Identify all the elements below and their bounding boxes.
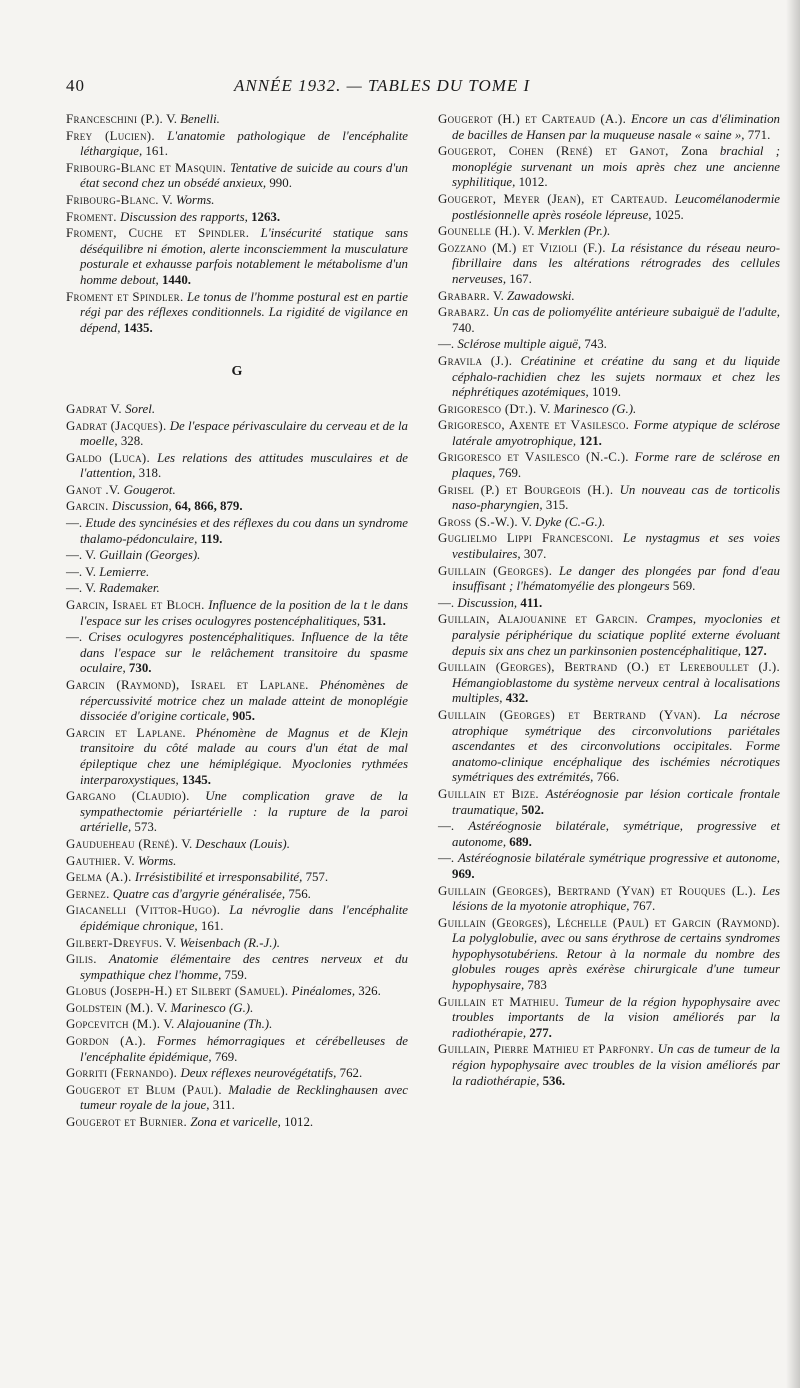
index-entry — [66, 1034, 408, 1065]
index-entry — [438, 418, 780, 449]
entry-page-ref: 990. — [266, 176, 292, 191]
index-entry — [438, 660, 780, 707]
index-entry — [66, 565, 408, 581]
index-entry — [438, 144, 780, 191]
entry-connector — [668, 192, 675, 206]
index-entry — [438, 1042, 780, 1089]
entry-author: Gaudueheau (René). — [66, 836, 179, 851]
entry-title: Un cas de tumeur de la région hypophysaire avec troubles de la vision améliorés par la radiothérapie, — [452, 1042, 780, 1088]
index-entry — [66, 903, 408, 934]
index-entry — [66, 419, 408, 450]
entry-page-ref: 730. — [125, 661, 152, 676]
entry-page-ref: 432. — [502, 691, 529, 706]
entry-author: Gilbert-Dreyfus. — [66, 935, 163, 950]
index-entry — [438, 354, 780, 401]
entry-author: Gilis. — [66, 952, 97, 967]
entry-title: Discussion, — [457, 595, 518, 610]
entry-author: Gernez. — [66, 886, 110, 901]
entry-connector — [155, 129, 167, 143]
entry-connector: V. — [158, 192, 176, 207]
entry-title: Maladie de Recklinghausen avec tumeur royale de la joue, — [80, 1082, 408, 1113]
entry-title: Un cas de poliomyélite antérieure subaiguë de l'adulte, — [492, 305, 780, 320]
entry-title: Rademaker. — [99, 581, 160, 596]
index-entry — [66, 678, 408, 725]
entry-author: Guillain (Georges), Bertrand (O.) et Lereboullet (J.). — [438, 660, 780, 675]
index-entry — [66, 598, 408, 629]
index-entry — [66, 1001, 408, 1017]
entry-title: Une complication grave de la sympathectomie périartérielle : la rupture de la paroi artérielle, — [80, 789, 408, 835]
entry-page-ref: 161. — [142, 144, 168, 159]
index-entry — [66, 1066, 408, 1082]
index-entry — [66, 112, 408, 128]
entry-author: Garcin (Raymond), Israel et Laplane. — [66, 678, 309, 692]
entry-page-ref: 759. — [221, 967, 248, 982]
entry-page-ref: 1019. — [588, 385, 621, 400]
entry-author: Gross (S.-W.). — [438, 514, 518, 529]
entry-author: Gounelle (H.). — [438, 224, 521, 239]
index-entry — [438, 224, 780, 240]
entry-page-ref: 905. — [229, 709, 255, 724]
entry-title: L'insécurité statique sans déséquilibre ni émotion, alerte inconsciemment la musculature posturale et exhausse parfois notablement le métabolisme d'un homme debout, — [80, 226, 408, 287]
entry-page-ref: 743. — [581, 337, 607, 352]
entry-author: Fribourg-Blanc et Masquin. — [66, 160, 227, 175]
entry-connector — [539, 787, 546, 801]
entry-author: Gadrat V. — [66, 401, 122, 416]
index-entry — [66, 499, 408, 515]
entry-author: Gauthier. — [66, 853, 121, 868]
index-entry — [66, 129, 408, 160]
entry-author: Guillain, Alajouanine et Garcin. — [438, 612, 639, 627]
index-entry — [66, 161, 408, 192]
entry-title: La nécrose atrophique symétrique des circonvolutions pariétales ascendantes et des circonvolutions occipitales. Forme anatomo-clinique encéphalique des ischémies nécrotiques symétriques des extrémités, — [452, 707, 780, 785]
entry-page-ref: 411. — [517, 595, 543, 610]
entry-title: L'anatomie pathologique de l'encéphalite léthargique, — [80, 128, 408, 159]
entry-title: Zona et varicelle, — [190, 1115, 281, 1130]
entry-page-ref: 328. — [117, 434, 144, 449]
entry-connector: —. — [438, 595, 458, 610]
entry-author: Giacanelli (Vittor-Hugo). — [66, 903, 221, 918]
index-entry — [66, 516, 408, 547]
index-entry — [438, 450, 780, 481]
entry-title: Hémangioblastome du système nerveux central à localisations multiples, — [452, 675, 780, 706]
entry-author: Globus (Joseph-H.) et Silbert (Samuel). — [66, 984, 289, 999]
entry-author: Goldstein (M.). — [66, 1000, 154, 1015]
entry-title: Astéréognosie bilatérale, symétrique, progressive et autonome, — [452, 819, 780, 849]
entry-connector: —. V. — [66, 548, 100, 563]
entry-author: Froment, Cuche et Spindler. — [66, 226, 250, 241]
index-entry — [66, 837, 408, 853]
entry-title: Discussion, — [111, 499, 172, 514]
entry-title: De l'espace périvasculaire du cerveau et de la moelle, — [80, 418, 408, 449]
entry-connector: V. — [160, 1017, 178, 1032]
index-entry — [66, 548, 408, 564]
entry-page-ref: 326. — [355, 984, 381, 999]
entry-author: Grabarr. — [438, 288, 490, 303]
entry-author: Gougerot et Blum (Paul). — [66, 1082, 222, 1097]
index-entry — [66, 193, 408, 209]
entry-author: Garcin, Israel et Bloch. — [66, 598, 205, 613]
entry-title: Sclérose multiple aiguë, — [457, 337, 582, 352]
entry-page-ref: 531. — [360, 613, 386, 628]
entry-page-ref: 769. — [211, 1049, 238, 1064]
entry-page-ref: 573. — [131, 820, 157, 835]
index-entry — [66, 290, 408, 337]
index-entry — [438, 531, 780, 562]
index-entry — [66, 887, 408, 903]
entry-page-ref: 767. — [629, 899, 656, 914]
entry-title: Pinéalomes, — [291, 984, 356, 999]
entry-page-ref: 766. — [593, 770, 620, 785]
entry-page-ref: 127. — [740, 643, 767, 658]
entry-title: Astéréognosie par lésion corticale frontale traumatique, — [452, 786, 781, 817]
entry-author: Guillain (Georges). — [438, 563, 553, 578]
entry-page-ref: 569. — [669, 579, 696, 594]
entry-title: Phénomènes de répercussivité motrice chez un malade atteint de monoplégie dissociée d'origine corticale, — [80, 678, 408, 724]
entry-author: Gougerot, Meyer (Jean), et Carteaud. — [438, 191, 668, 206]
entry-page-ref: 318. — [135, 466, 162, 481]
entry-connector — [552, 564, 559, 578]
index-entry — [66, 726, 408, 788]
entry-connector: V. — [178, 836, 196, 851]
entry-title: Forme atypique de sclérose latérale amyotrophique, — [452, 418, 780, 448]
entry-connector: Zona — [681, 144, 720, 159]
entry-author: Gargano (Claudio). — [66, 789, 190, 804]
entry-page-ref: 783 — [524, 978, 547, 993]
entry-title: Marinesco (G.). — [170, 1000, 254, 1015]
page-number: 40 — [66, 76, 85, 95]
entry-title: Le tonus de l'homme postural est en partie régi par des réflexes conditionnels. La rigidité de vigilance en dépend, — [80, 289, 408, 335]
entry-page-ref: 502. — [518, 802, 545, 817]
entry-page-ref: 1025. — [651, 207, 684, 222]
entry-author: Gozzano (M.) et Vizioli (F.). — [438, 240, 606, 255]
entry-title: Les lésions de la myotonie atrophique, — [452, 883, 780, 914]
entry-title: Zawadowski. — [507, 288, 575, 303]
entry-connector: V. — [520, 224, 538, 239]
entry-title: Lemierre. — [99, 564, 150, 579]
entry-page-ref: 1263. — [247, 209, 281, 224]
entry-connector — [309, 678, 320, 692]
entry-title: Tentative de suicide au cours d'un état second chez un obsédé anxieux, — [80, 160, 408, 191]
index-entry — [438, 564, 780, 595]
entry-title: Benelli. — [180, 112, 220, 126]
index-entry — [438, 305, 780, 336]
entry-page-ref: 167. — [506, 271, 532, 286]
entry-author: Guillain (Georges), Bertrand (Yvan) et Rouques (L.). — [438, 883, 757, 898]
entry-connector: —. — [66, 516, 86, 531]
entry-connector: V. — [536, 401, 554, 416]
index-entry — [438, 884, 780, 915]
entry-author: Ganot .V. — [66, 482, 121, 497]
entry-title: Weisenbach (R.-J.). — [179, 935, 280, 950]
entry-connector: V. — [163, 112, 181, 126]
running-title: ANNÉE 1932. — TABLES DU TOME I — [234, 76, 531, 95]
index-entry — [438, 916, 780, 994]
entry-author: Grabarz. — [438, 305, 490, 320]
entry-connector: —. V. — [66, 564, 100, 579]
index-entry — [66, 870, 408, 886]
entry-author: Froment. — [66, 209, 117, 224]
entry-connector: V. — [162, 935, 180, 950]
entry-title: Deschaux (Louis). — [195, 836, 290, 851]
entry-connector: V. — [517, 514, 536, 529]
entry-author: Grisel (P.) et Bourgeois (H.). — [438, 482, 614, 497]
entry-page-ref: 307. — [520, 547, 547, 562]
index-entry — [438, 851, 780, 882]
index-entry — [66, 1115, 408, 1131]
entry-page-ref: 762. — [336, 1066, 363, 1081]
entry-page-ref: 771. — [744, 127, 771, 142]
entry-connector — [512, 354, 520, 368]
entry-title: brachial ; monoplégie survenant un mois après chez une ancienne syphilitique, — [452, 144, 780, 190]
entry-page-ref: 757. — [302, 870, 329, 885]
entry-title: Crises oculogyres postencéphalitiques. Influence de la tête dans l'espace sur le relâchement transitoire du spasme oculaire, — [80, 630, 408, 676]
index-entry — [66, 984, 408, 1000]
entry-page-ref: 536. — [539, 1073, 566, 1088]
entry-author: Gravila (J.). — [438, 353, 513, 368]
index-entry — [66, 854, 408, 870]
entry-author: Grigoresco, Axente et Vasilesco. — [438, 418, 630, 433]
entry-page-ref: 121. — [576, 433, 602, 448]
entry-connector — [614, 531, 624, 545]
entry-author: Gelma (A.). — [66, 870, 132, 885]
entry-title: Anatomie élémentaire des centres nerveux et du sympathique chez l'homme, — [80, 952, 408, 982]
entry-author: Guglielmo Lippi Francesconi. — [438, 531, 614, 546]
left-column — [66, 112, 408, 1132]
index-entry — [438, 612, 780, 659]
entry-title: Worms. — [175, 192, 215, 207]
entry-page-ref: 1345. — [178, 772, 211, 787]
index-entry — [66, 581, 408, 597]
entry-title: Encore un cas d'élimination de bacilles de Hansen par la muqueuse nasale « saine », — [452, 112, 780, 142]
entry-title: La résistance du réseau neuro-fibrillaire dans les altérations rétrogrades des cellules nerveuses, — [452, 240, 781, 286]
entry-connector — [186, 726, 196, 740]
index-entry — [66, 483, 408, 499]
entry-page-ref: 1012. — [280, 1115, 314, 1130]
page-edge-shadow — [786, 0, 800, 1388]
entry-page-ref: 769. — [495, 466, 522, 481]
entry-author: Guillain et Mathieu. — [438, 994, 560, 1009]
entry-title: Phénomène de Magnus et de Klejn transitoire du côté malade au cours d'un état de mal épileptique chez une hémiplégique. Myoclonies rythmées interparoxystiques, — [80, 725, 408, 787]
entry-author: Galdo (Luca). — [66, 450, 151, 465]
entry-title: Merklen (Pr.). — [537, 224, 611, 239]
entry-connector — [220, 903, 229, 917]
entry-title: Tumeur de la région hypophysaire avec troubles importants de la vision améliorés par la radiothérapie, — [452, 994, 780, 1040]
index-entry — [66, 210, 408, 226]
index-entry — [438, 241, 780, 288]
entry-author: Grigoresco (Dt.). — [438, 401, 537, 416]
entry-title: Influence de la position de la t le dans l'espace sur les crises oculogyres postencéphalitiques, — [80, 598, 409, 628]
entry-title: Leucomélanodermie postlésionnelle après roséole lépreuse, — [452, 191, 780, 222]
entry-connector: V. — [489, 288, 508, 303]
section-heading: G — [231, 364, 243, 380]
entry-title: Un nouveau cas de torticolis naso-pharyngien, — [452, 482, 780, 513]
index-entry — [66, 226, 408, 288]
index-entry — [438, 289, 780, 305]
index-entry — [438, 995, 780, 1042]
index-entry — [66, 1083, 408, 1114]
entry-title: Le danger des plongées par fond d'eau insuffisant ; l'hématomyélie des plongeurs — [452, 563, 780, 594]
entry-title: Créatinine et créatine du sang et du liquide céphalo-rachidien chez les sujets normaux et chez les néphrétiques azotémiques, — [452, 353, 780, 400]
entry-page-ref: 969. — [452, 866, 475, 881]
index-entry — [438, 112, 780, 143]
index-entry — [438, 787, 780, 818]
entry-connector — [97, 952, 109, 966]
entry-title: Crampes, myoclonies et paralysie périphérique du sciatique poplité externe évoluant depuis six ans chez un parkinsonien postencéphalitique, — [452, 612, 780, 658]
entry-author: Gadrat (Jacques). — [66, 418, 167, 433]
entry-page-ref: 119. — [197, 531, 223, 546]
entry-connector: V. — [120, 853, 138, 868]
entry-author: Guillain (Georges) et Bertrand (Yvan). — [438, 707, 701, 722]
entry-page-ref: 311. — [209, 1098, 235, 1113]
entry-author: Franceschini (P.). — [66, 112, 164, 126]
entry-title: Irrésistibilité et irresponsabilité, — [134, 870, 303, 885]
entry-connector — [249, 226, 260, 240]
entry-page-ref: 1012. — [515, 175, 548, 190]
entry-connector: —. V. — [66, 581, 100, 596]
index-entry — [438, 192, 780, 223]
entry-author: Guillain, Pierre Mathieu et Parfonry. — [438, 1042, 654, 1057]
entry-title: Worms. — [137, 853, 177, 868]
entry-author: Fribourg-Blanc. — [66, 192, 159, 207]
entry-title: Astéréognosie bilatérale symétrique progressive et autonome, — [458, 851, 780, 866]
entry-author: Grigoresco et Vasilesco (N.-C.). — [438, 450, 629, 465]
entry-author: Gougerot et Burnier. — [66, 1115, 188, 1130]
index-entry — [438, 337, 780, 353]
entry-title: Deux réflexes neurovégétatifs, — [180, 1066, 337, 1081]
entry-author: Gordon (A.). — [66, 1034, 146, 1049]
entry-connector: —. — [438, 337, 458, 352]
entry-page-ref: 740. — [452, 320, 475, 335]
entry-author: Garcin. — [66, 499, 109, 514]
entry-title: Guillain (Georges). — [99, 548, 201, 563]
entry-author: Garcin et Laplane. — [66, 725, 186, 740]
index-entry — [66, 402, 408, 418]
entry-title: La névroglie dans l'encéphalite épidémique chronique, — [80, 903, 408, 933]
entry-title: La polyglobulie, avec ou sans érythrose de certains syndromes hypophysotubériens. Retour à la normale du nombre des globules rouges après exérèse chirurgicale d'une tumeur hypophysaire, — [452, 931, 780, 993]
index-entry — [438, 483, 780, 514]
entry-connector: V. — [153, 1000, 171, 1015]
entry-title: Les relations des attitudes musculaires et de l'attention, — [80, 450, 408, 481]
entry-page-ref: 1435. — [120, 320, 153, 335]
index-entry — [438, 402, 780, 418]
index-entry — [438, 819, 780, 850]
entry-title: Sorel. — [125, 401, 156, 416]
index-entry — [438, 515, 780, 531]
entry-author: Gorriti (Fernando). — [66, 1066, 178, 1081]
entry-connector — [146, 1034, 157, 1048]
entry-author: Frey (Lucien). — [66, 128, 155, 143]
entry-title: Alajouanine (Th.). — [177, 1017, 273, 1032]
entry-title: Formes hémorragiques et cérébelleuses de l'encéphalite épidémique, — [80, 1034, 408, 1064]
entry-title: Etude des syncinésies et des réflexes du cou dans un syndrome thalamo-pédonculaire, — [80, 516, 408, 546]
page-header — [66, 76, 726, 100]
entry-page-ref: 1440. — [158, 272, 191, 287]
entry-title: Le nystagmus et ses voies vestibulaires, — [452, 531, 780, 562]
entry-connector: —. — [66, 630, 89, 645]
entry-page-ref: 689. — [506, 834, 532, 849]
entry-title: Forme rare de sclérose en plaques, — [452, 450, 780, 481]
entry-author: Guillain (Georges), Léchelle (Paul) et Garcin (Raymond). — [438, 915, 780, 930]
entry-connector: —. — [438, 851, 459, 866]
entry-page-ref: 64, 866, 879. — [171, 499, 243, 514]
index-entry — [66, 936, 408, 952]
entry-author: Gopcevitch (M.). — [66, 1017, 161, 1032]
entry-title: Discussion des rapports, — [120, 209, 248, 224]
entry-connector: —. — [438, 819, 469, 834]
index-entry — [66, 1017, 408, 1033]
entry-author: Guillain et Bize. — [438, 786, 539, 801]
index-entry — [438, 708, 780, 786]
entry-title: Gougerot. — [123, 482, 176, 497]
entry-page-ref: 161. — [197, 918, 224, 933]
entry-author: Gougerot, Cohen (René) et Ganot, — [438, 144, 682, 159]
entry-page-ref: 315. — [542, 498, 569, 513]
index-entry — [66, 952, 408, 983]
index-entry — [66, 451, 408, 482]
right-column — [438, 112, 780, 1090]
index-entry — [66, 789, 408, 836]
entry-author: Froment et Spindler. — [66, 289, 184, 304]
entry-page-ref: 756. — [285, 886, 311, 901]
entry-connector — [701, 708, 714, 722]
entry-title: Marinesco (G.). — [553, 401, 637, 416]
entry-title: Dyke (C.-G.). — [535, 514, 606, 529]
index-entry — [66, 630, 408, 677]
entry-connector — [190, 789, 206, 803]
entry-title: Quatre cas d'argyrie généralisée, — [112, 886, 286, 901]
index-entry — [438, 596, 780, 612]
entry-author: Gougerot (H.) et Carteaud (A.). — [438, 112, 627, 126]
entry-page-ref: 277. — [526, 1025, 552, 1040]
